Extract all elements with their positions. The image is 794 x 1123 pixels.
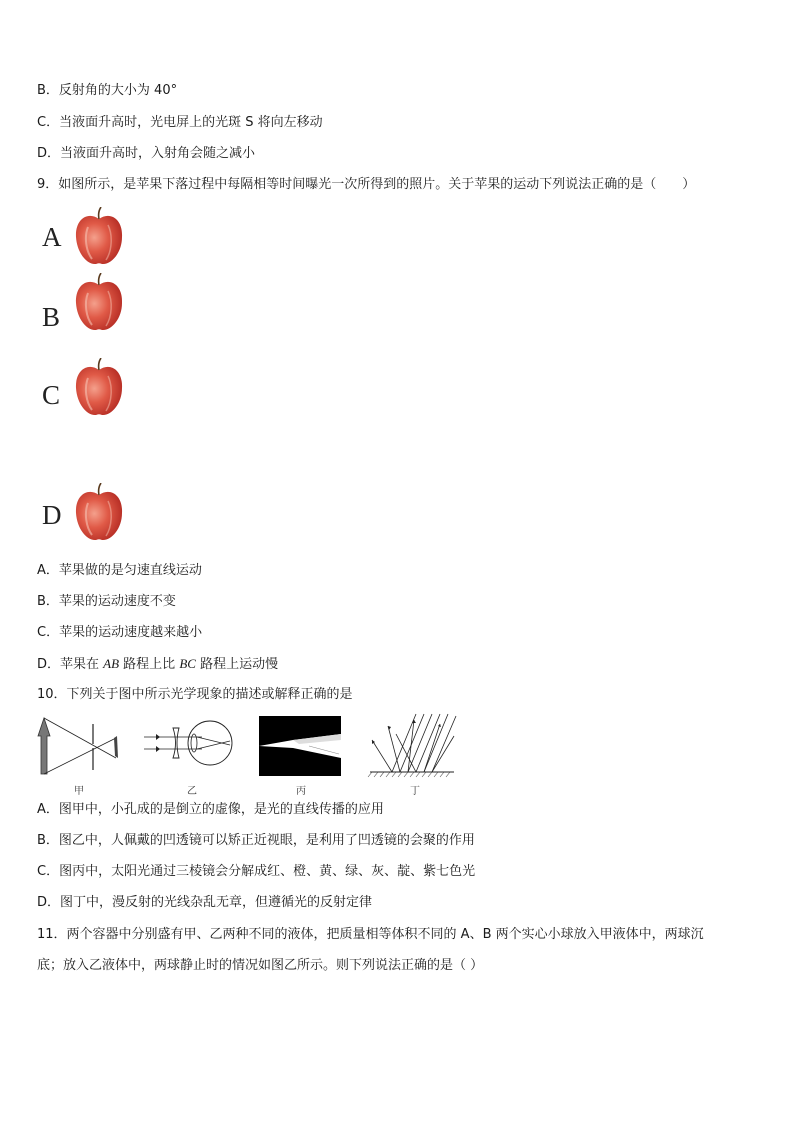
apple-photo-icon — [74, 207, 124, 267]
q8-option-b: B．反射角的大小为 40° — [37, 83, 178, 98]
apple-photo-icon — [74, 273, 124, 333]
q10-option-b: B．图乙中，人佩戴的凹透镜可以矫正近视眼，是利用了凹透镜的会聚的作用 — [37, 833, 475, 848]
apple-label-a: A — [42, 222, 62, 252]
q8-option-c: C．当液面升高时，光电屏上的光斑 S 将向左移动 — [37, 115, 323, 130]
figure-label-ding: 丁 — [410, 786, 420, 797]
eye-lens-diagram-icon — [142, 714, 236, 774]
figure-label-bing: 丙 — [296, 786, 306, 797]
apple-photo-icon — [74, 358, 124, 418]
q11-stem-line-1: 11．两个容器中分别盛有甲、乙两种不同的液体，把质量相等体积不同的 A、B 两个实心小球放入甲液体中，两球沉 — [37, 927, 704, 942]
q10-option-a: A．图甲中，小孔成的是倒立的虚像，是光的直线传播的应用 — [37, 802, 384, 817]
q8-option-d: D．当液面升高时，入射角会随之减小 — [37, 146, 256, 161]
q10-stem: 10．下列关于图中所示光学现象的描述或解释正确的是 — [37, 687, 353, 702]
apple-label-c: C — [42, 380, 61, 410]
q9-option-d: D．苹果在 AB 路程上比 BC 路程上运动慢 — [37, 656, 279, 672]
apple-label-b: B — [42, 302, 61, 332]
apple-photo-icon — [74, 483, 124, 543]
q11-stem-line-2: 底；放入乙液体中，两球静止时的情况如图乙所示。则下列说法正确的是（ ） — [37, 958, 484, 973]
prism-diagram-icon — [259, 716, 341, 776]
q9-stem: 9．如图所示，是苹果下落过程中每隔相等时间曝光一次所得到的照片。关于苹果的运动下列说法正确的是（ ） — [37, 177, 696, 192]
q9-option-c: C．苹果的运动速度越来越小 — [37, 625, 203, 640]
diffuse-reflection-diagram-icon — [366, 712, 458, 778]
q10-option-d: D．图丁中，漫反射的光线杂乱无章，但遵循光的反射定律 — [37, 895, 373, 910]
apple-label-d: D — [42, 500, 62, 530]
q10-option-c: C．图丙中，太阳光通过三棱镜会分解成红、橙、黄、绿、灰、靛、紫七色光 — [37, 864, 476, 879]
figure-label-yi: 乙 — [187, 786, 197, 797]
pinhole-diagram-icon — [36, 712, 128, 778]
q9-option-a: A．苹果做的是匀速直线运动 — [37, 563, 202, 578]
figure-label-jia: 甲 — [74, 786, 84, 797]
q9-option-b: B．苹果的运动速度不变 — [37, 594, 176, 609]
